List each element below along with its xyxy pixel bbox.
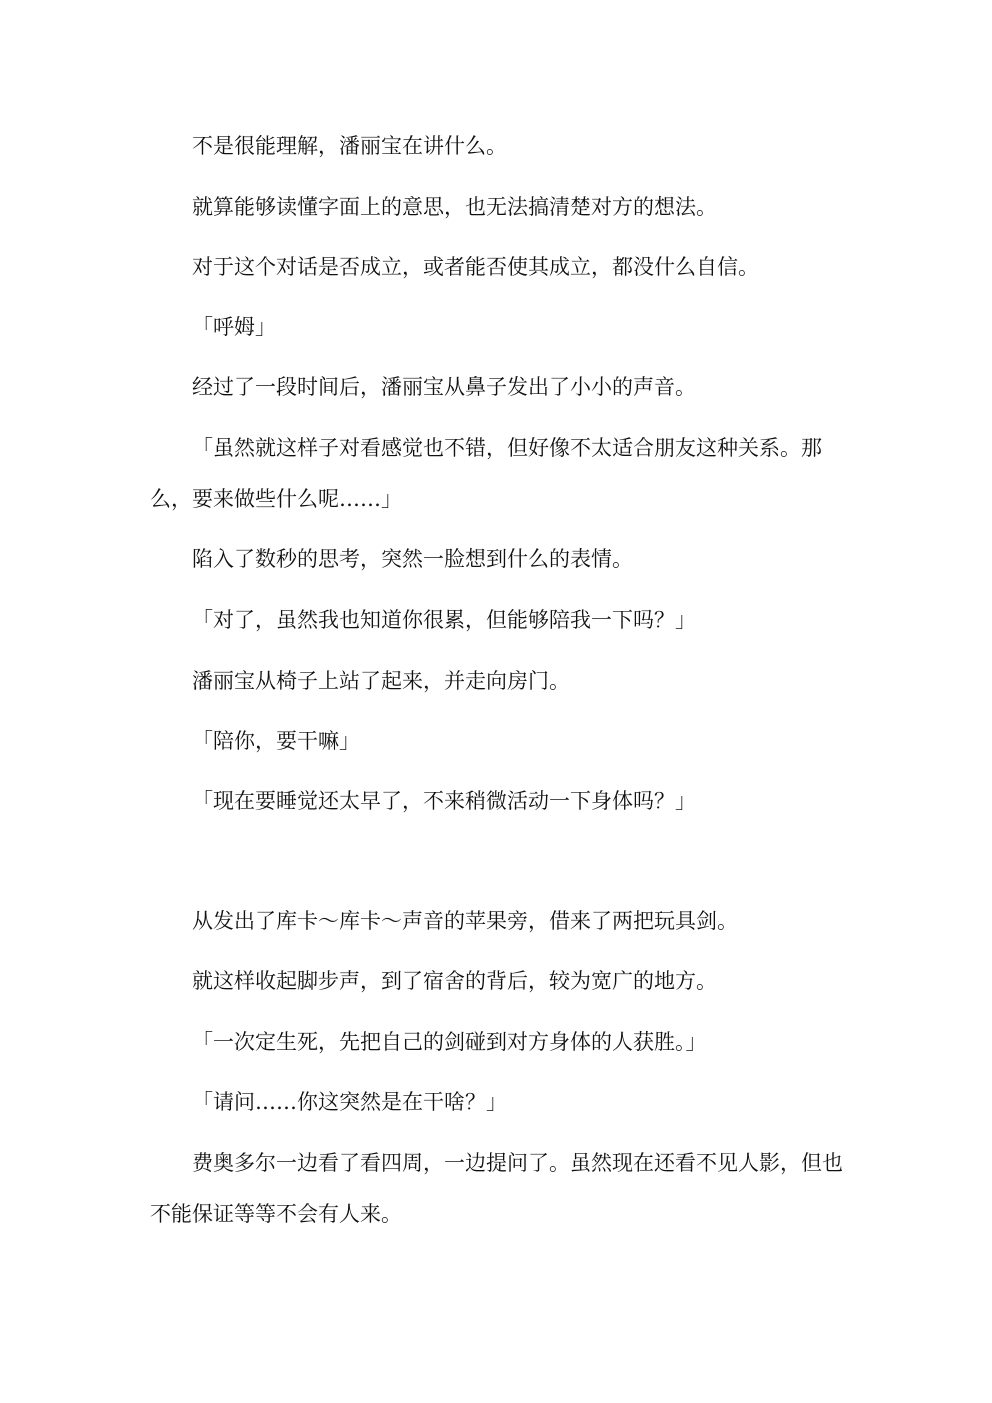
paragraph-3: 对于这个对话是否成立，或者能否使其成立，都没什么自信。 — [192, 255, 759, 279]
paragraph-4: 「呼姆」 — [192, 315, 276, 339]
paragraph-7: 陷入了数秒的思考，突然一脸想到什么的表情。 — [192, 547, 633, 571]
paragraph-12: 从发出了库卡～库卡～声音的苹果旁，借来了两把玩具剑。 — [192, 909, 738, 933]
paragraph-11: 「现在要睡觉还太早了，不来稍微活动一下身体吗？」 — [192, 789, 696, 813]
paragraph-5: 经过了一段时间后，潘丽宝从鼻子发出了小小的声音。 — [192, 375, 696, 399]
paragraph-2: 就算能够读懂字面上的意思，也无法搞清楚对方的想法。 — [192, 195, 717, 219]
paragraph-16: 费奥多尔一边看了看四周，一边提问了。虽然现在还看不见人影，但也不能保证等等不会有人来。 — [150, 1151, 843, 1226]
paragraph-10: 「陪你，要干嘛」 — [192, 729, 360, 753]
paragraph-8: 「对了，虽然我也知道你很累，但能够陪我一下吗？」 — [192, 608, 696, 632]
paragraph-14: 「一次定生死，先把自己的剑碰到对方身体的人获胜。」 — [192, 1030, 707, 1054]
paragraph-13: 就这样收起脚步声，到了宿舍的背后，较为宽广的地方。 — [192, 969, 717, 993]
paragraph-6: 「虽然就这样子对看感觉也不错，但好像不太适合朋友这种关系。那么，要来做些什么呢……」 — [150, 436, 822, 511]
paragraph-15: 「请问……你这突然是在干啥？」 — [192, 1090, 507, 1114]
paragraph-1: 不是很能理解，潘丽宝在讲什么。 — [192, 134, 507, 158]
paragraph-9: 潘丽宝从椅子上站了起来，并走向房门。 — [192, 669, 570, 693]
